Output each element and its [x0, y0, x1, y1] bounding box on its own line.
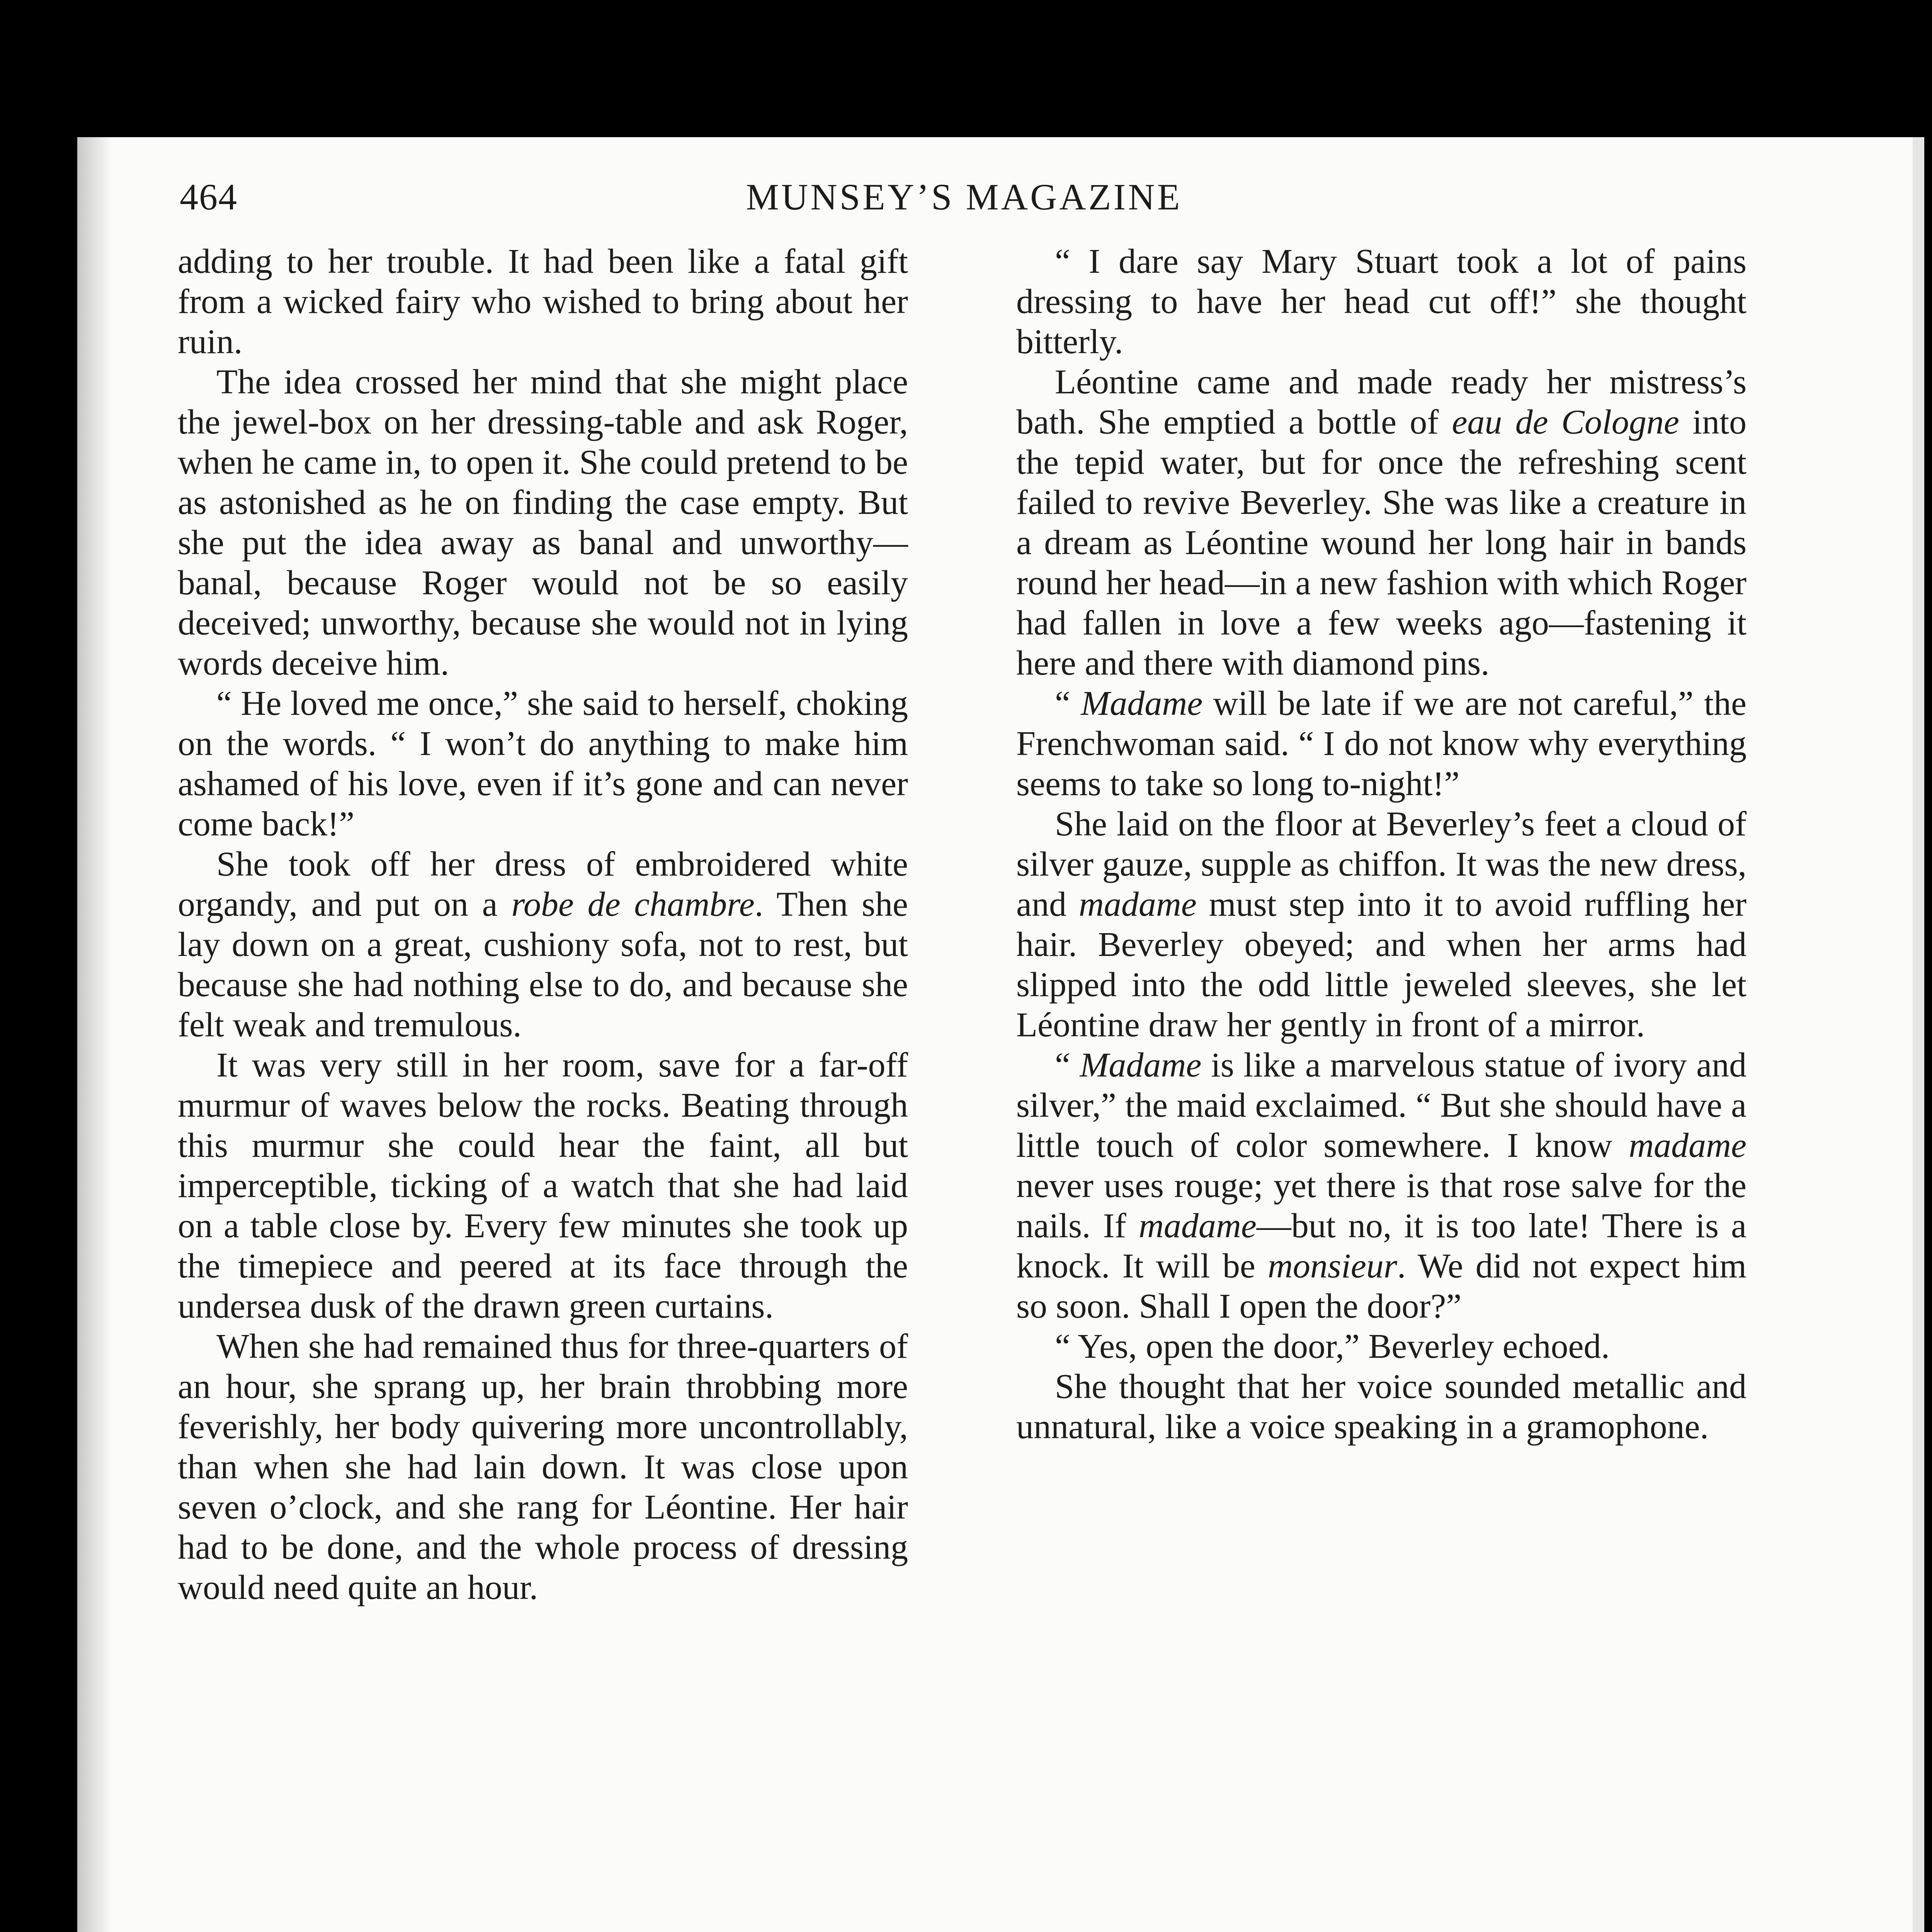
paragraph-text: “ I dare say Mary Stuart took a lot of pains dressing to have her head cut off!” she thought bitterly.	[1016, 242, 1747, 361]
paragraph-text: must step into it to avoid ruffling her hair. Beverley obeyed; and when her arms had slipped into the odd little jeweled sleeves, she let Léontine draw her gently in front of a mirror.	[1016, 885, 1747, 1044]
italic-phrase: madame	[1078, 885, 1197, 923]
paragraph-text: “ Yes, open the door,” Beverley echoed.	[1055, 1327, 1610, 1366]
paragraph-text: She laid on the floor at Beverley’s feet a cloud of silver gauze, supple as chiffon. It was the new dress, and	[1016, 805, 1747, 923]
paragraph-text: It was very still in her room, save for a far-off murmur of waves below the rocks. Beating through this murmur she could hear the faint, all but imperceptible, ticking of a watch that she had laid on a table close by. Every few minutes she took up the timepiece and peered at its face through the undersea dusk of the drawn green curtains.	[178, 1046, 908, 1325]
right-column	[1016, 242, 1747, 1447]
paragraph-text: . Then she lay down on a great, cushiony sofa, not to rest, but because she had nothing else to do, and because she felt weak and tremulous.	[178, 885, 908, 1044]
page-right-edge	[1913, 137, 1924, 1932]
paragraph-text: is like a marvelous statue of ivory and silver,” the maid exclaimed. “ But she should have a little touch of color somewhere. I know	[1016, 1046, 1747, 1165]
paragraph	[178, 844, 908, 1045]
paragraph	[178, 242, 908, 362]
paragraph-text: She took off her dress of embroidered white organdy, and put on a	[178, 845, 908, 923]
paragraph-text: adding to her trouble. It had been like a fatal gift from a wicked fairy who wished to bring about her ruin.	[178, 242, 908, 361]
paragraph-text: She thought that her voice sounded metallic and unnatural, like a voice speaking in a gramophone.	[1016, 1367, 1747, 1446]
paragraph-text: —but no, it is too late! There is a knock. It will be	[1016, 1207, 1747, 1285]
paragraph	[178, 1327, 908, 1608]
paragraph	[1016, 1367, 1747, 1447]
paragraph-text: Léontine came and made ready her mistress’s bath. She emptied a bottle of	[1016, 363, 1747, 441]
italic-phrase: Madame	[1080, 1046, 1202, 1084]
paragraph	[1016, 362, 1747, 684]
paragraph	[1016, 684, 1747, 804]
page-gutter-shadow	[77, 137, 112, 1932]
paragraph-text: . We did not expect him so soon. Shall I open the door?”	[1016, 1247, 1747, 1325]
paragraph	[1016, 242, 1747, 362]
left-column	[178, 242, 908, 1608]
paragraph	[1016, 1045, 1747, 1327]
paragraph-text: The idea crossed her mind that she might place the jewel-box on her dressing-table and ask Roger, when he came in, to open it. She could pretend to be as astonished as he on finding the case empty. But she put the idea away as banal and unworthy—banal, because Roger would not be so easily deceived; unworthy, because she would not in lying words deceive him.	[178, 363, 908, 682]
page-number: 464	[180, 176, 238, 218]
italic-phrase: monsieur	[1267, 1247, 1397, 1285]
paragraph	[1016, 1327, 1747, 1367]
paragraph-text: will be late if we are not careful,” the Frenchwoman said. “ I do not know why everything seems to take so long to-night!”	[1016, 684, 1747, 803]
paragraph	[178, 684, 908, 844]
italic-phrase: madame	[1138, 1207, 1257, 1245]
paragraph	[178, 362, 908, 684]
paragraph-text: into the tepid water, but for once the refreshing scent failed to revive Beverley. She was like a creature in a dream as Léontine wound her long hair in bands round her head—in a new fashion with which Roger had fallen in love a few weeks ago—fastening it here and there with diamond pins.	[1016, 403, 1747, 682]
running-head: MUNSEY’S MAGAZINE	[746, 176, 1182, 218]
paragraph-text: When she had remained thus for three-quarters of an hour, she sprang up, her brain throbbing more feverishly, her body quivering more uncontrollably, than when she had lain down. It was close upon seven o’clock, and she rang for Léontine. Her hair had to be done, and the whole process of dressing would need quite an hour.	[178, 1327, 908, 1607]
page-header	[180, 162, 1748, 232]
paragraph	[178, 1045, 908, 1327]
paragraph-text: never uses rouge; yet there is that rose salve for the nails. If	[1016, 1167, 1747, 1245]
paragraph-text: “	[1055, 1046, 1080, 1084]
italic-phrase: Madame	[1081, 684, 1203, 723]
italic-phrase: eau de Cologne	[1452, 403, 1679, 441]
paragraph-text: “ He loved me once,” she said to herself, choking on the words. “ I won’t do anything to make him ashamed of his love, even if it’s gone and can never come back!”	[178, 684, 908, 843]
paragraph-text: “	[1055, 684, 1081, 723]
italic-phrase: robe de chambre	[511, 885, 755, 923]
italic-phrase: madame	[1629, 1126, 1747, 1165]
paragraph	[1016, 804, 1747, 1045]
